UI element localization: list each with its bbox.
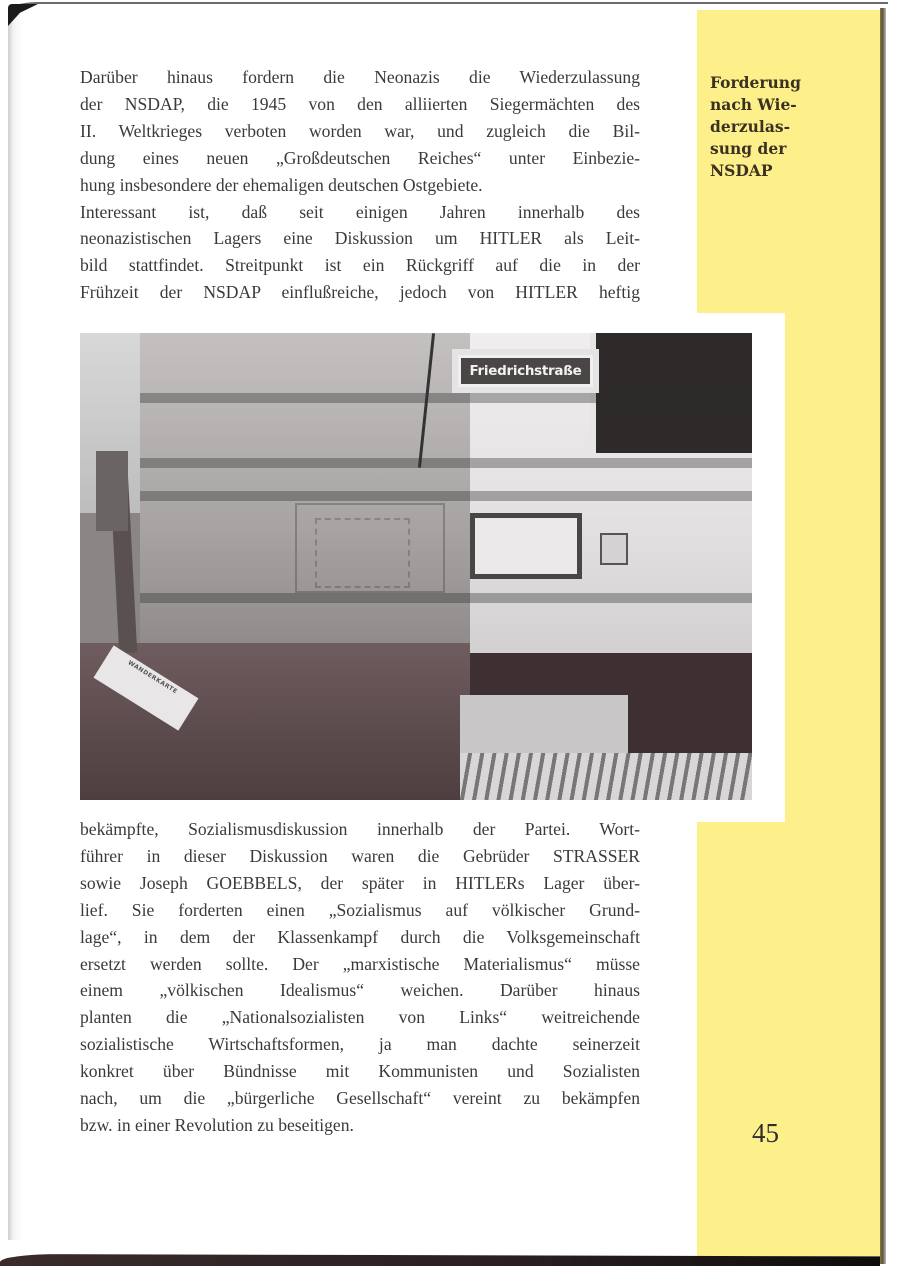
photo-post-sign [96, 451, 128, 531]
page-edge-left [8, 10, 22, 1240]
text-line: bzw. in einer Revolution zu beseitigen. [80, 1114, 354, 1135]
page-number: 45 [752, 1118, 779, 1148]
text-line: lief. Sie forderten einen „Sozialismus auf völkischer Grund- [80, 899, 640, 920]
notice-sign: WANDERKARTE [94, 645, 199, 730]
photo-graffiti-area [315, 518, 410, 588]
photo-cornice [140, 393, 752, 403]
text-line: II. Weltkrieges verboten worden war, und zugleich die Bil- [80, 120, 640, 141]
text-line: einem „völkischen Idealismus“ weichen. Darüber hinaus [80, 980, 640, 1001]
text-line: führer in dieser Diskussion waren die Gebrüder STRASSER [80, 845, 640, 866]
text-line: nach, um die „bürgerliche Gesellschaft“ vereint zu bekämpfen [80, 1088, 640, 1109]
text-line: Frühzeit der NSDAP einflußreiche, jedoch von HITLER heftig [80, 282, 640, 303]
margin-note-line: Forderung [710, 73, 801, 92]
street-name-sign: Friedrichstraße [458, 355, 593, 387]
text-line: Interessant ist, daß seit einigen Jahren innerhalb des [80, 201, 640, 222]
margin-note-line: NSDAP [710, 161, 773, 180]
text-line: bild stattfindet. Streitpunkt ist ein Rückgriff auf die in der [80, 255, 640, 276]
text-line: sowie Joseph GOEBBELS, der später in HITLERs Lager über- [80, 872, 640, 893]
body-text-top [80, 64, 640, 306]
text-line: hung insbesondere der ehemaligen deutschen Ostgebiete. [80, 174, 483, 195]
text-line: lage“, in dem der Klassenkampf durch die Volksgemeinschaft [80, 926, 640, 947]
margin-note-line: derzulas- [710, 117, 791, 136]
page-edge-right [880, 8, 886, 1264]
body-text-bottom [80, 816, 640, 1139]
text-line: Darüber hinaus fordern die Neonazis die Wiederzulassung [80, 67, 640, 87]
text-line: ersetzt werden sollte. Der „marxistische Materialismus“ müsse [80, 953, 640, 974]
text-line: neonazistischen Lagers eine Diskussion um HITLER als Leit- [80, 228, 640, 249]
photo-cornice [140, 593, 752, 603]
text-line: dung eines neuen „Großdeutschen Reiches“ unter Einbezie- [80, 147, 640, 168]
photo-cornice [140, 458, 752, 468]
photo-wall-panel [470, 513, 582, 579]
text-line: der NSDAP, die 1945 von den alliierten Siegermächten des [80, 93, 640, 114]
text-line: sozialistische Wirtschaftsformen, ja man dachte seinerzeit [80, 1034, 640, 1055]
photo-pavement [460, 753, 752, 800]
text-line: konkret über Bündnisse mit Kommunisten und Sozialisten [80, 1061, 640, 1082]
text-line: planten die „Nationalsozialisten von Links“ weitreichende [80, 1007, 640, 1028]
margin-note [710, 72, 870, 182]
photo-junction-box [600, 533, 628, 565]
text-line: bekämpfte, Sozialismusdiskussion innerhalb der Partei. Wort- [80, 819, 640, 839]
street-corner-photo [80, 333, 752, 800]
margin-note-line: sung der [710, 139, 787, 158]
photo-cornice [140, 491, 752, 501]
margin-note-line: nach Wie- [710, 95, 797, 114]
